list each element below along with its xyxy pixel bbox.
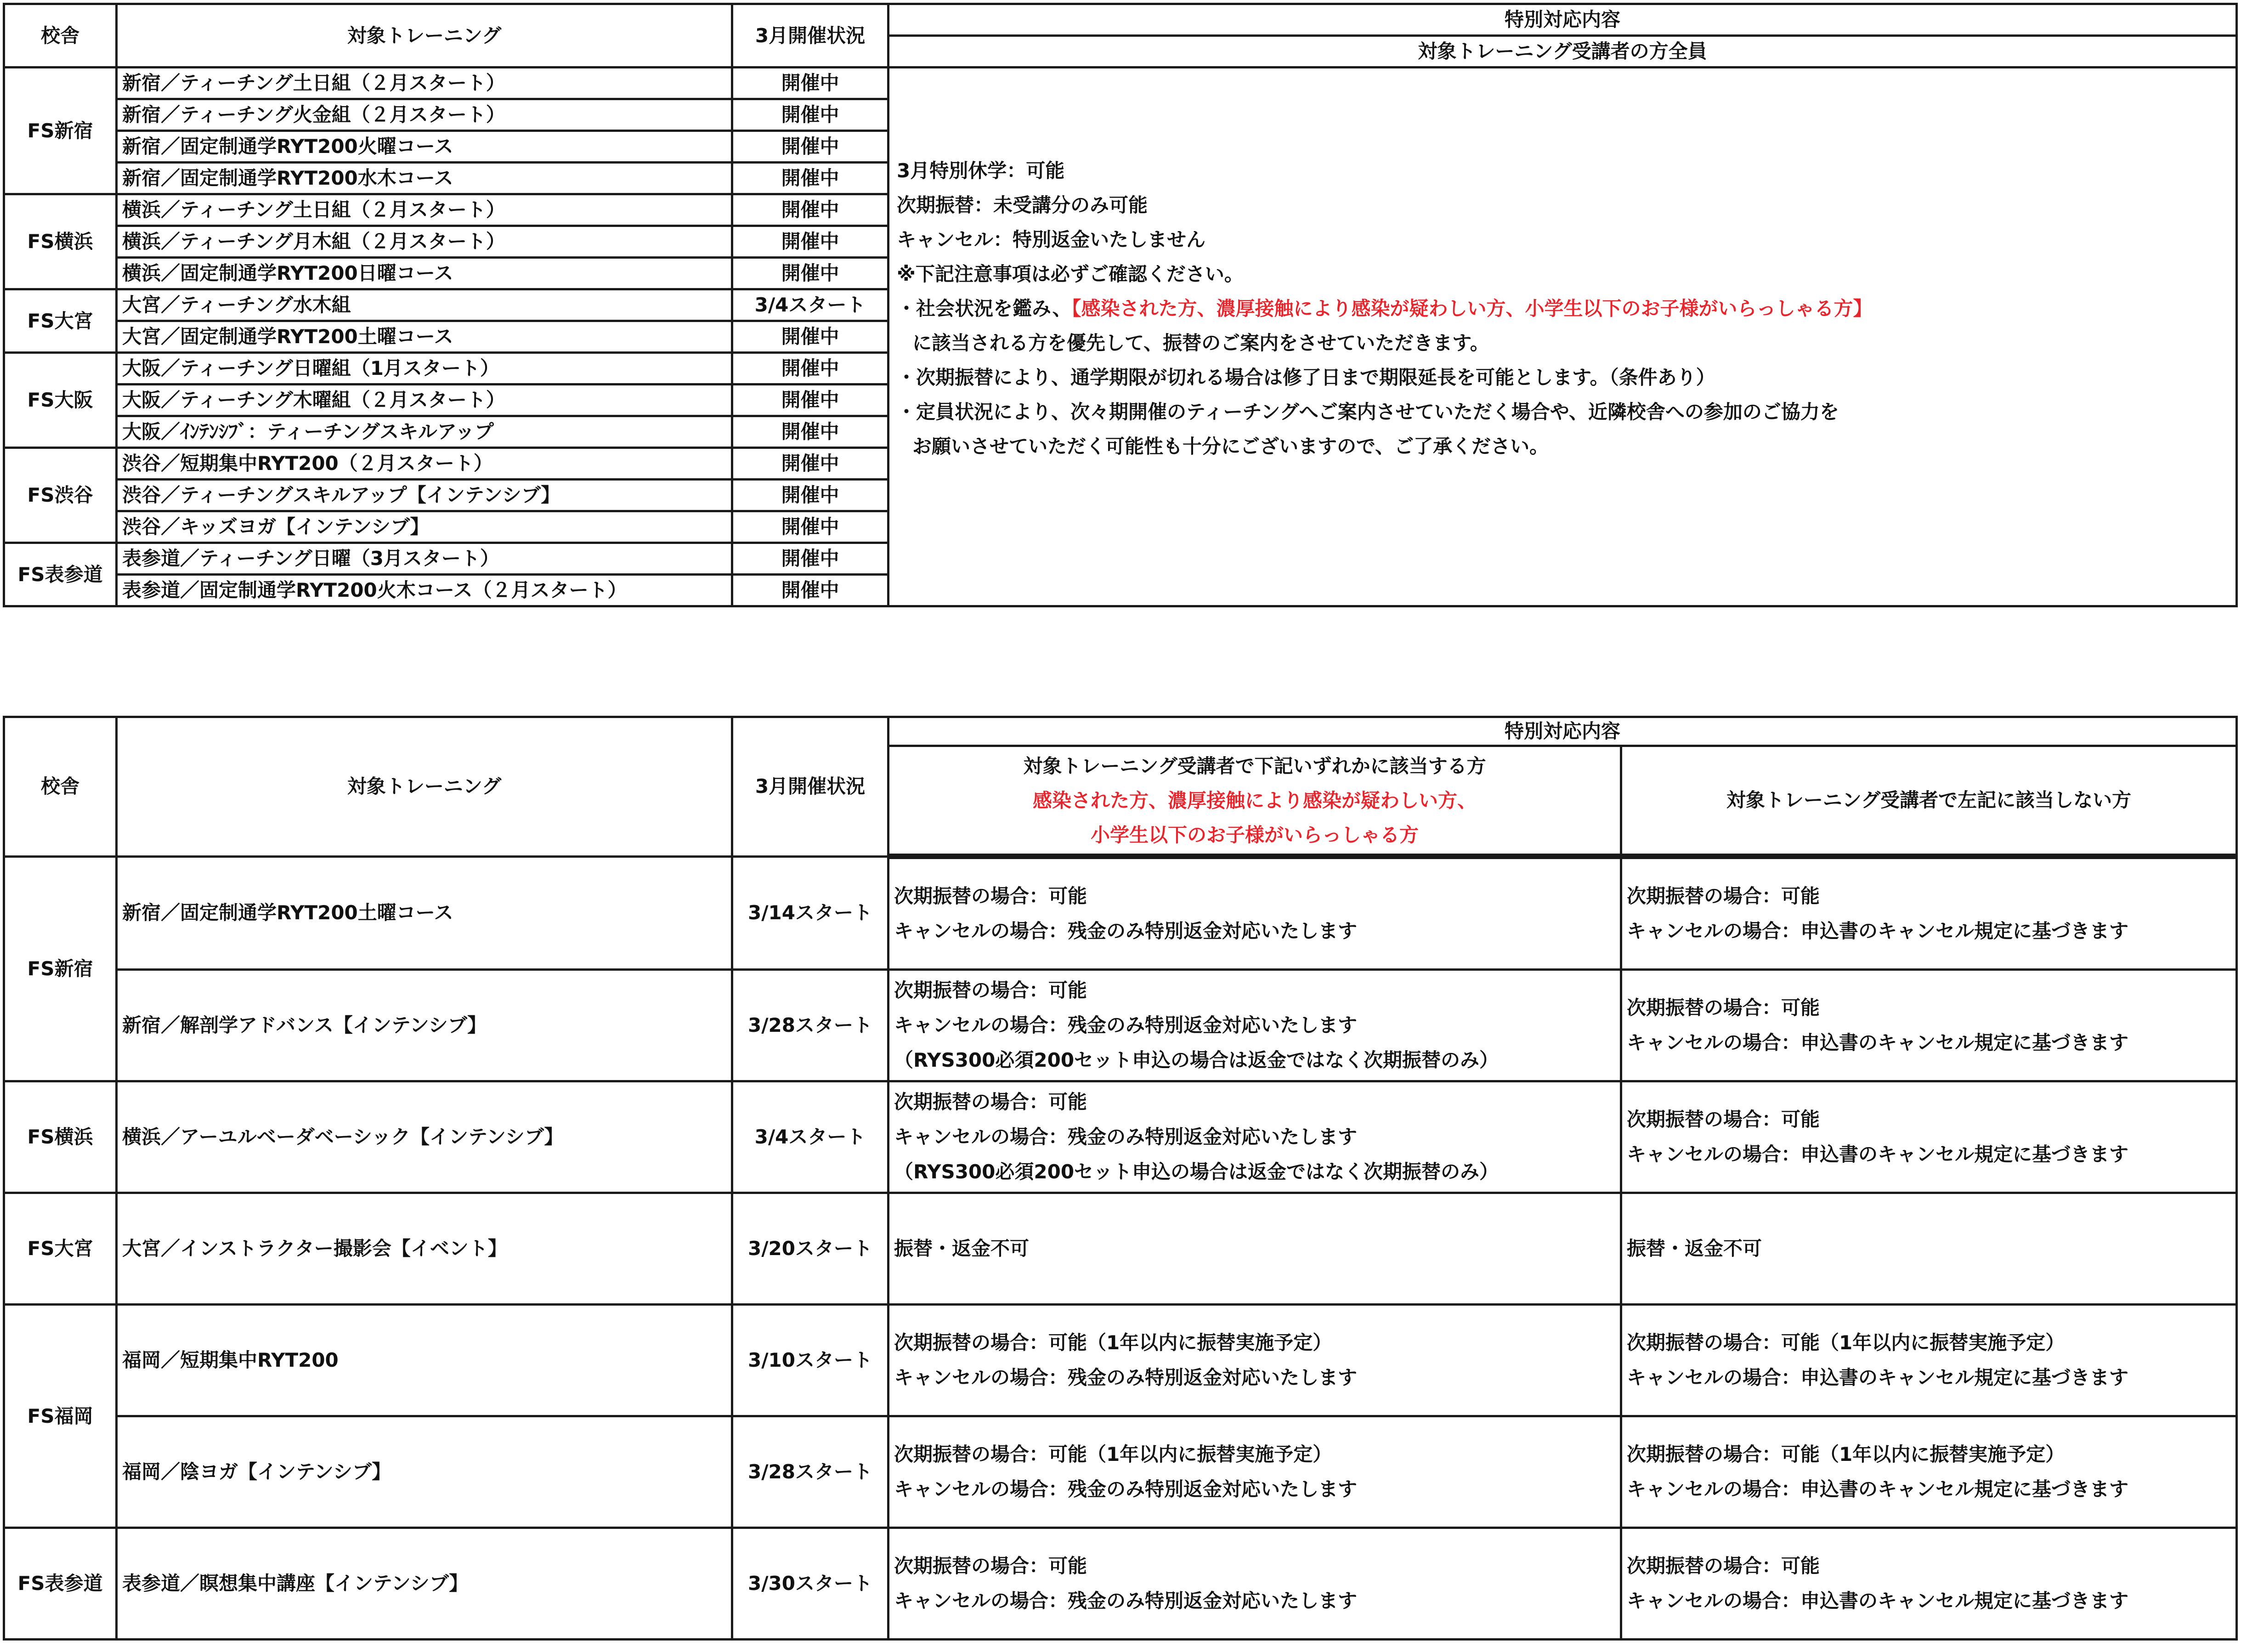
detail-line: キャンセルの場合：残金のみ特別返金対応いたします: [894, 920, 1358, 942]
detail-line: 次期振替の場合：可能: [894, 1091, 1087, 1113]
status-cell: 3/14スタート: [732, 856, 888, 970]
status-cell: 開催中: [732, 353, 888, 385]
header-training: 対象トレーニング: [117, 717, 732, 857]
status-cell: 開催中: [732, 575, 888, 606]
campus-cell: FS新宿: [4, 68, 117, 194]
training-cell: 渋谷／キッズヨガ【インテンシブ】: [117, 511, 732, 543]
special-notes-cell: [888, 68, 2237, 606]
detail-line: 次期振替の場合：可能: [894, 1555, 1087, 1577]
training-cell: 福岡／短期集中RYT200: [117, 1305, 732, 1416]
status-cell: 3/4スタート: [732, 289, 888, 321]
others-cell: [1621, 1081, 2237, 1193]
header-status: 3月開催状況: [732, 4, 888, 68]
highlighted-condition: 【感染された方、濃厚接触により感染が疑わしい方、小学生以下のお子様がいらっしゃる方】: [1071, 297, 1873, 320]
header-affected-line: 対象トレーニング受講者で下記いずれかに該当する方: [1023, 754, 1486, 777]
others-cell: [1621, 1305, 2237, 1416]
status-cell: 開催中: [732, 543, 888, 575]
status-cell: 開催中: [732, 416, 888, 448]
note-line: お願いさせていただく可能性も十分にございますので、ご了承ください。: [912, 435, 1549, 458]
training-cell: 新宿／固定制通学RYT200火曜コース: [117, 131, 732, 163]
affected-cell: [888, 1305, 1621, 1416]
others-cell: [1621, 1193, 2237, 1305]
special-measures-table-2: [3, 716, 2238, 1641]
detail-line: 振替・返金不可: [1627, 1237, 1762, 1260]
detail-line: キャンセルの場合：残金のみ特別返金対応いたします: [894, 1478, 1358, 1500]
affected-cell: [888, 1416, 1621, 1528]
detail-line: 次期振替の場合：可能: [894, 885, 1087, 907]
training-cell: 渋谷／短期集中RYT200（２月スタート）: [117, 448, 732, 480]
affected-cell: [888, 970, 1621, 1081]
campus-cell: FS横浜: [4, 194, 117, 289]
affected-cell: [888, 856, 1621, 970]
detail-line: 次期振替の場合：可能: [894, 979, 1087, 1001]
detail-line: 次期振替の場合：可能: [1627, 1555, 1820, 1577]
header-affected: [888, 746, 1621, 857]
detail-line: 次期振替の場合：可能（1年以内に振替実施予定）: [1627, 1331, 2065, 1354]
training-cell: 表参道／固定制通学RYT200火木コース（２月スタート）: [117, 575, 732, 606]
affected-cell: [888, 1193, 1621, 1305]
detail-line: 次期振替の場合：可能（1年以内に振替実施予定）: [1627, 1443, 2065, 1465]
detail-line: 次期振替の場合：可能（1年以内に振替実施予定）: [894, 1443, 1332, 1465]
status-cell: 3/4スタート: [732, 1081, 888, 1193]
campus-cell: FS大宮: [4, 1193, 117, 1305]
training-cell: 渋谷／ティーチングスキルアップ【インテンシブ】: [117, 480, 732, 511]
detail-line: キャンセルの場合：申込書のキャンセル規定に基づきます: [1627, 920, 2129, 942]
note-line: 3月特別休学：可能: [897, 159, 1065, 182]
status-cell: 3/28スタート: [732, 1416, 888, 1528]
others-cell: [1621, 856, 2237, 970]
training-cell: 新宿／固定制通学RYT200水木コース: [117, 163, 732, 194]
campus-cell: FS表参道: [4, 543, 117, 606]
detail-line: 振替・返金不可: [894, 1237, 1030, 1260]
detail-line: キャンセルの場合：申込書のキャンセル規定に基づきます: [1627, 1366, 2129, 1389]
training-cell: 新宿／ティーチング土日組（２月スタート）: [117, 68, 732, 99]
detail-line: 次期振替の場合：可能: [1627, 996, 1820, 1019]
detail-line: 次期振替の場合：可能: [1627, 885, 1820, 907]
detail-line: （RYS300必須200セット申込の場合は返金ではなく次期振替のみ）: [894, 1160, 1499, 1183]
campus-cell: FS渋谷: [4, 448, 117, 543]
others-cell: [1621, 1528, 2237, 1640]
header-affected-condition: 感染された方、濃厚接触により感染が疑わしい方、: [1032, 789, 1477, 812]
training-cell: 横浜／ティーチング土日組（２月スタート）: [117, 194, 732, 226]
status-cell: 開催中: [732, 258, 888, 289]
note-prefix: ・社会状況を鑑み、: [897, 297, 1072, 320]
others-cell: [1621, 1416, 2237, 1528]
note-line: ・次期振替により、通学期限が切れる場合は修了日まで期限延長を可能とします。（条件あり）: [897, 366, 1715, 389]
header-campus: 校舎: [4, 717, 117, 857]
header-special: 特別対応内容: [888, 717, 2237, 746]
header-campus: 校舎: [4, 4, 117, 68]
campus-cell: FS表参道: [4, 1528, 117, 1640]
status-cell: 開催中: [732, 480, 888, 511]
header-affected-condition: 小学生以下のお子様がいらっしゃる方: [1090, 823, 1419, 846]
status-cell: 開催中: [732, 68, 888, 99]
header-training: 対象トレーニング: [117, 4, 732, 68]
note-line: キャンセル：特別返金いたしません: [897, 228, 1206, 251]
training-cell: 新宿／解剖学アドバンス【インテンシブ】: [117, 970, 732, 1081]
status-cell: 3/30スタート: [732, 1528, 888, 1640]
campus-cell: FS大阪: [4, 353, 117, 448]
status-cell: 開催中: [732, 99, 888, 131]
detail-line: キャンセルの場合：申込書のキャンセル規定に基づきます: [1627, 1478, 2129, 1500]
training-cell: 表参道／ティーチング日曜（3月スタート）: [117, 543, 732, 575]
training-cell: 横浜／ティーチング月木組（２月スタート）: [117, 226, 732, 258]
training-cell: 大阪／ｲﾝﾃﾝｼﾌﾞ：ティーチングスキルアップ: [117, 416, 732, 448]
note-line: ※下記注意事項は必ずご確認ください。: [897, 263, 1244, 285]
status-cell: 3/28スタート: [732, 970, 888, 1081]
status-cell: 開催中: [732, 194, 888, 226]
detail-line: キャンセルの場合：残金のみ特別返金対応いたします: [894, 1014, 1358, 1036]
training-cell: 福岡／陰ヨガ【インテンシブ】: [117, 1416, 732, 1528]
campus-cell: FS横浜: [4, 1081, 117, 1193]
training-cell: 大宮／インストラクター撮影会【イベント】: [117, 1193, 732, 1305]
note-line: に該当される方を優先して、振替のご案内をさせていただきます。: [912, 332, 1489, 354]
campus-cell: FS新宿: [4, 856, 117, 1081]
detail-line: キャンセルの場合：申込書のキャンセル規定に基づきます: [1627, 1143, 2129, 1165]
detail-line: キャンセルの場合：残金のみ特別返金対応いたします: [894, 1126, 1358, 1148]
status-cell: 開催中: [732, 226, 888, 258]
status-cell: 3/20スタート: [732, 1193, 888, 1305]
detail-line: 次期振替の場合：可能: [1627, 1108, 1820, 1131]
special-measures-table-1: [3, 3, 2238, 607]
detail-line: （RYS300必須200セット申込の場合は返金ではなく次期振替のみ）: [894, 1049, 1499, 1071]
training-cell: 大阪／ティーチング日曜組（1月スタート）: [117, 353, 732, 385]
others-cell: [1621, 970, 2237, 1081]
affected-cell: [888, 1081, 1621, 1193]
header-status: 3月開催状況: [732, 717, 888, 857]
note-line: ・定員状況により、次々期開催のティーチングへご案内させていただく場合や、近隣校舎への参加のご協力を: [897, 401, 1839, 423]
training-cell: 新宿／固定制通学RYT200土曜コース: [117, 856, 732, 970]
training-cell: 大阪／ティーチング木曜組（２月スタート）: [117, 385, 732, 416]
training-cell: 横浜／固定制通学RYT200日曜コース: [117, 258, 732, 289]
header-special: 特別対応内容: [888, 4, 2237, 36]
header-others: 対象トレーニング受講者で左記に該当しない方: [1621, 746, 2237, 857]
training-cell: 表参道／瞑想集中講座【インテンシブ】: [117, 1528, 732, 1640]
training-cell: 大宮／ティーチング水木組: [117, 289, 732, 321]
detail-line: キャンセルの場合：残金のみ特別返金対応いたします: [894, 1366, 1358, 1389]
status-cell: 3/10スタート: [732, 1305, 888, 1416]
detail-line: キャンセルの場合：残金のみ特別返金対応いたします: [894, 1590, 1358, 1612]
training-cell: 新宿／ティーチング火金組（２月スタート）: [117, 99, 732, 131]
note-line: [897, 291, 2235, 326]
detail-line: キャンセルの場合：申込書のキャンセル規定に基づきます: [1627, 1590, 2129, 1612]
status-cell: 開催中: [732, 321, 888, 353]
status-cell: 開催中: [732, 385, 888, 416]
campus-cell: FS福岡: [4, 1305, 117, 1528]
note-line: 次期振替：未受講分のみ可能: [897, 194, 1148, 216]
status-cell: 開催中: [732, 448, 888, 480]
affected-cell: [888, 1528, 1621, 1640]
status-cell: 開催中: [732, 131, 888, 163]
campus-cell: FS大宮: [4, 289, 117, 353]
training-cell: 横浜／アーユルベーダベーシック【インテンシブ】: [117, 1081, 732, 1193]
training-cell: 大宮／固定制通学RYT200土曜コース: [117, 321, 732, 353]
status-cell: 開催中: [732, 163, 888, 194]
header-special-sub: 対象トレーニング受講者の方全員: [888, 36, 2237, 68]
status-cell: 開催中: [732, 511, 888, 543]
detail-line: キャンセルの場合：申込書のキャンセル規定に基づきます: [1627, 1031, 2129, 1054]
detail-line: 次期振替の場合：可能（1年以内に振替実施予定）: [894, 1331, 1332, 1354]
